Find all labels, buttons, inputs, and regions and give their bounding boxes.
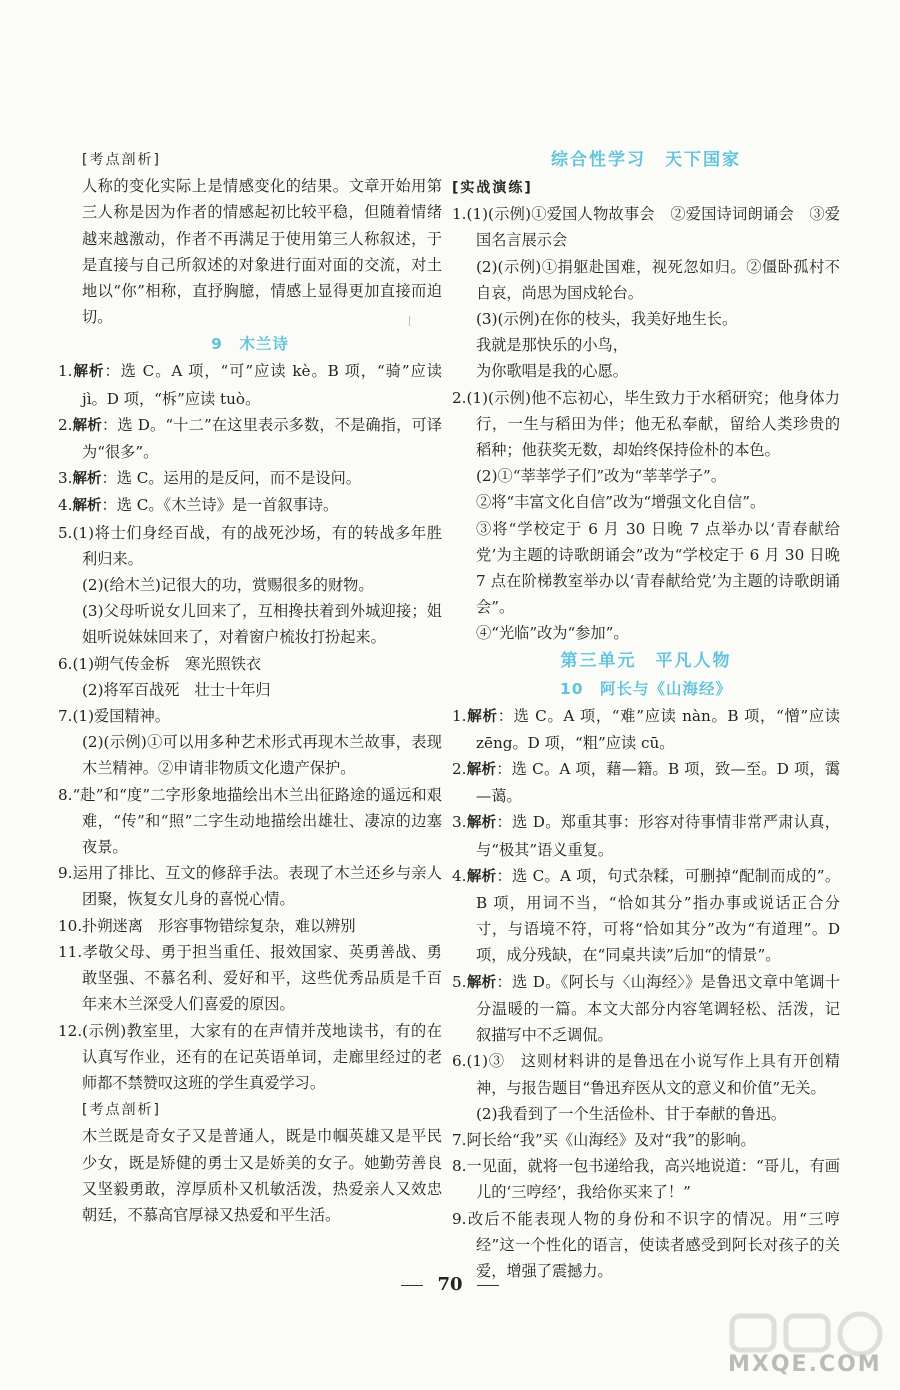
answer-sub: (2)将军百战死 壮士十年归: [82, 680, 271, 699]
answer-item: 4.解析：选 C。A 项，句式杂糅，可删掉“配制而成的”。B 项，用词不当，“恰如其分”指办事或说话正合分寸，与语境不符，可将“恰如其分”改为“有道理”。D 项，成分残缺，在“同桌共读”后加“的情景”。: [452, 866, 841, 965]
answer-sub: (2)(示例)①捐躯赴国难，视死忽如归。②僵卧孤村不自哀，尚思为国戍轮台。: [476, 257, 840, 302]
poem-line: 我就是那快乐的小鸟，: [476, 336, 628, 355]
section-title-9: 9 木兰诗: [211, 335, 289, 354]
answer-item-r8: 8.一见面，就将一包书递给我，高兴地说道：“哥儿，有画儿的‘三哼经’，我给你买来了！”: [452, 1157, 840, 1202]
answer-item: 5.解析：选 D。《阿长与〈山海经〉》是鲁迅文章中笔调十分温暖的一篇。本文大部分内容笔调轻松、活泼，记叙描写中不乏调侃。: [452, 972, 841, 1045]
answer-item-r2: 2.(1)(示例)他不忘初心，毕生致力于水稻研究；他身体力行，一生与稻田为伴；他无私奉献，留给人类珍贵的稻种；他获奖无数，却始终保持俭朴的本色。: [452, 388, 840, 460]
answer-sub: ②将“丰富文化自信”改为“增强文化自信”。: [476, 493, 766, 512]
dash-left: [401, 1285, 423, 1286]
answer-sub: (2)(示例)①可以用多种艺术形式再现木兰故事，表现木兰精神。②申请非物质文化遗产保护。: [82, 733, 442, 778]
page-number: 70: [0, 1274, 900, 1295]
answer-list-9: [58, 358, 442, 519]
answer-item: 1.解析：选 C。A 项，“难”应读 nàn。B 项，“憎”应读 zēng。D 项，“粗”应读 cū。: [452, 706, 840, 752]
watermark-text: MXQE.COM: [728, 1352, 882, 1377]
answer-item-5: 5.(1)将士们身经百战，有的战死沙场，有的转战多年胜利归来。: [58, 523, 442, 568]
answer-item: 4.解析：选 C。《木兰诗》是一首叙事诗。: [58, 496, 339, 515]
right-column: [452, 146, 840, 1284]
answer-item-12: 12.(示例)教室里，大家有的在声情并茂地读书，有的在认真写作业，还有的在记英语单词，走廊里经过的老师都不禁赞叹这班的学生真爱学习。: [58, 1021, 442, 1092]
answer-item-8: 8.“赴”和“度”二字形象地描绘出木兰出征路途的遥远和艰难，“传”和“照”二字生动地描绘出雄壮、凄凉的边塞夜景。: [58, 785, 442, 857]
answer-sub: (3)父母听说女儿回来了，互相搀扶着到外城迎接；姐姐听说妹妹回来了，对着窗户梳妆打扮起来。: [82, 602, 442, 647]
answer-item-7: 7.(1)爱国精神。: [58, 707, 170, 726]
answer-sub: ③将“学校定于 6 月 30 日晚 7 点举办以‘青春献给党’为主题的诗歌朗诵会”改为“学校定于 6 月 30 日晚 7 点在阶梯教室举办以‘青春献给党’为主题的诗歌朗诵会”。: [476, 519, 840, 617]
answer-item-10: 10.扑朔迷离 形容事物错综复杂，难以辨别: [58, 916, 356, 935]
analysis-label: [考点剖析]: [82, 1102, 161, 1119]
answer-item: 3.解析：选 D。郑重其事：形容对待事情非常严肃认真，与“极其”语义重复。: [452, 813, 840, 859]
unit-title: 第三单元 平凡人物: [560, 650, 732, 671]
answer-sub: (2)(给木兰)记很大的功，赏赐很多的财物。: [82, 576, 374, 595]
answer-sub: (2)①“莘莘学子们”改为“莘莘学子”。: [476, 467, 727, 486]
answer-sub: (2)我看到了一个生活俭朴、甘于奉献的鲁迅。: [476, 1104, 787, 1123]
answer-item-6: 6.(1)朔气传金柝 寒光照铁衣: [58, 654, 262, 673]
answer-item: 3.解析：选 C。运用的是反问，而不是设问。: [58, 469, 361, 488]
analysis-label: [考点剖析]: [82, 152, 161, 168]
analysis-text: 木兰既是奇女子又是普通人，既是巾帼英雄又是平民少女，既是矫健的勇士又是娇美的女子。她勤劳善良又坚毅勇敢，淳厚质朴又机敏活泼，热爱亲人又效忠朝廷，不慕高官厚禄又热爱和平生活。: [82, 1127, 442, 1224]
answer-list-10: [452, 703, 840, 1049]
answer-item-r6: 6.(1)③ 这则材料讲的是鲁迅在小说写作上具有开创精神，与报告题目“鲁迅弃医从文的意义和价值”无关。: [452, 1052, 840, 1097]
poem-line: 为你歌唱是我的心愿。: [476, 362, 628, 381]
answer-item-11: 11.孝敬父母、勇于担当重任、报效国家、英勇善战、勇敢坚强、不慕名利、爱好和平，这些优秀品质是千百年来木兰深受人们喜爱的原因。: [58, 942, 442, 1014]
answer-item: 2.解析：选 C。A 项，藉—籍。B 项，致—至。D 项，霭—蔼。: [452, 760, 841, 806]
margin-mark: [409, 316, 416, 326]
answer-item-r9: 9.改后不能表现人物的身份和不识字的情况。用“三哼经”这一个性化的语言，使读者感受到阿长对孩子的关爱，增强了震撼力。: [452, 1209, 840, 1280]
answer-sub: ④“光临”改为“参加”。: [476, 624, 629, 643]
answer-item: 1.解析：选 C。A 项，“可”应读 kè。B 项，“骑”应读 jì。D 项，“柝”应读 tuò。: [58, 362, 442, 408]
answer-item-9: 9.运用了排比、互文的修辞手法。表现了木兰还乡与亲人团聚，恢复女儿身的喜悦心情。: [58, 864, 442, 909]
answer-item-r7: 7.阿长给“我”买《山海经》及对“我”的影响。: [452, 1130, 756, 1149]
answer-sub: (3)(示例)在你的枝头，我美好地生长。: [476, 310, 738, 329]
section-title-10: 10 阿长与《山海经》: [559, 679, 733, 698]
analysis-text: 人称的变化实际上是情感变化的结果。文章开始用第三人称是因为作者的情感起初比较平稳，但随着情绪越来越激动，作者不再满足于使用第三人称叙述，于是直接与自己所叙述的对象进行面对面的交流，对土地以“你”相称，直抒胸臆，情感上显得更加直接而迫切。: [82, 177, 442, 327]
answer-item-r1: 1.(1)(示例)①爱国人物故事会 ②爱国诗词朗诵会 ③爱国名言展示会: [452, 205, 840, 250]
answer-item: 2.解析：选 D。“十二”在这里表示多数，不是确指，可译为“很多”。: [58, 415, 443, 462]
practice-label: [实战演练]: [452, 180, 533, 196]
section-title-comprehensive: 综合性学习 天下国家: [551, 150, 741, 170]
dash-right: [477, 1285, 499, 1286]
left-column: [58, 146, 442, 1228]
